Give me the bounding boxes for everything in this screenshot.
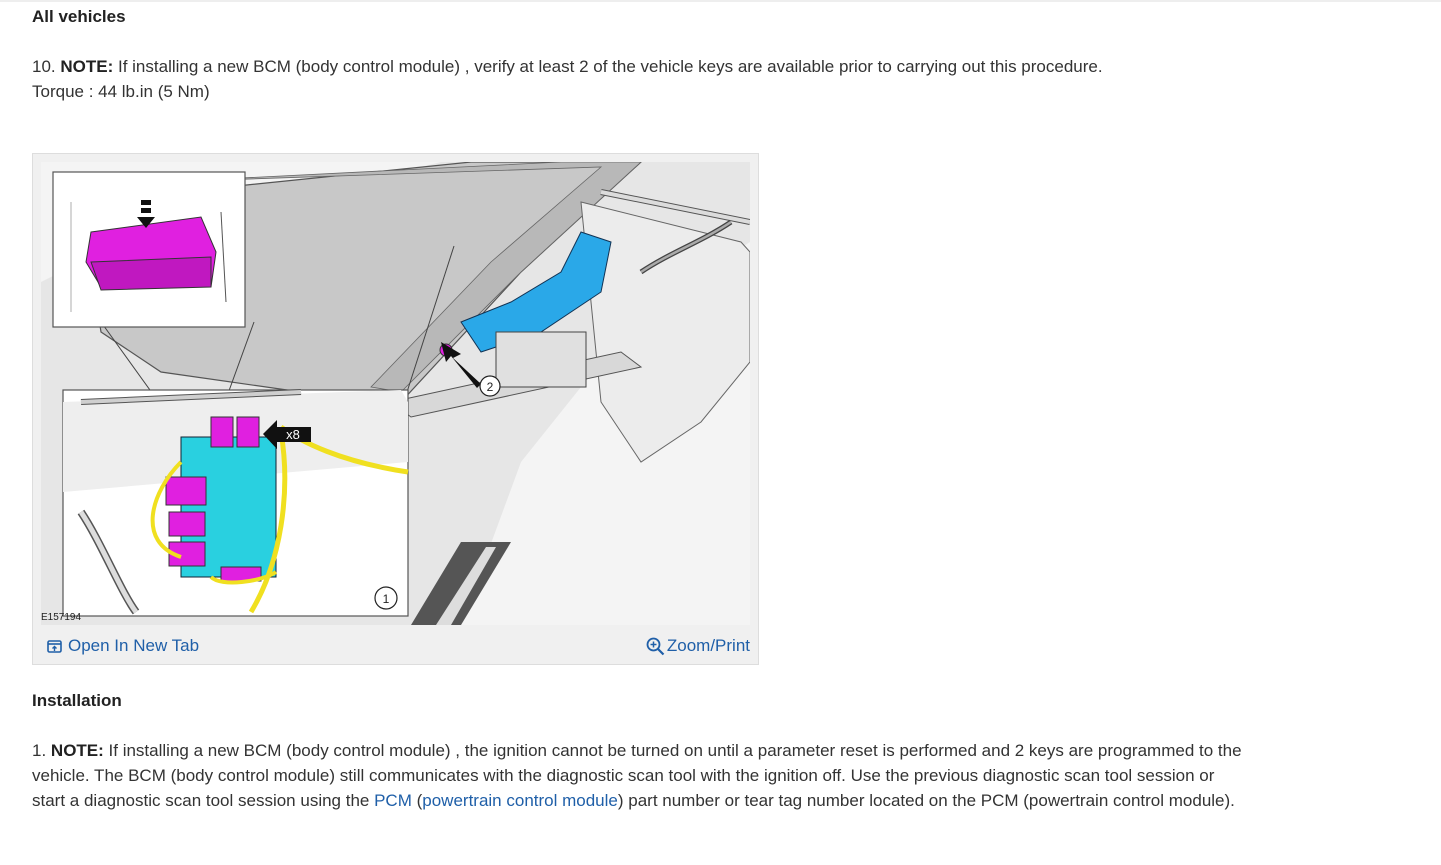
powertrain-control-module-link[interactable]: powertrain control module — [422, 791, 618, 810]
zoom-icon — [646, 637, 665, 656]
open-tab-icon — [47, 640, 62, 653]
figure-panel — [32, 153, 759, 665]
note-text: If installing a new BCM (body control module) , verify at least 2 of the vehicle keys are available prior to carrying out this procedure. — [113, 57, 1103, 76]
zoom-print-button[interactable] — [646, 636, 750, 656]
figure-id: E157194 — [41, 612, 82, 623]
callout-1: 1 — [382, 592, 390, 606]
note-text-b: ( — [411, 791, 423, 810]
note-text-c: ) part number or tear tag number located on the PCM (powertrain control module). — [617, 791, 1235, 810]
step-number: 1. — [32, 741, 47, 760]
open-in-new-tab-button[interactable] — [47, 636, 199, 656]
callout-x8: x8 — [286, 427, 300, 442]
bcm-illustration — [41, 162, 750, 625]
step-number: 10. — [32, 57, 56, 76]
installation-heading: Installation — [32, 691, 122, 710]
note-text-a: If installing a new BCM (body control module) , the ignition cannot be turned on until a parameter reset is performed and 2 keys are programmed to the vehicle. The BCM (body control module) still communicates with the diagnostic scan tool with the ignition off. Use the previous diagnostic scan tool session or start a diagnostic scan tool session using the — [32, 741, 1242, 810]
illustration[interactable] — [41, 162, 750, 625]
callout-2: 2 — [486, 380, 494, 394]
installation-step-1 — [32, 738, 1252, 813]
open-in-new-tab-label: Open In New Tab — [68, 636, 200, 655]
note-label: NOTE: — [50, 741, 104, 760]
pcm-link[interactable]: PCM — [374, 791, 412, 810]
torque-spec: Torque : 44 lb.in (5 Nm) — [32, 82, 210, 101]
zoom-print-label: Zoom/Print — [666, 636, 750, 655]
section-heading: All vehicles — [32, 7, 126, 26]
note-label: NOTE: — [60, 57, 114, 76]
step-10 — [32, 54, 1232, 104]
top-divider — [0, 0, 1441, 2]
figure-toolbar — [33, 629, 758, 664]
